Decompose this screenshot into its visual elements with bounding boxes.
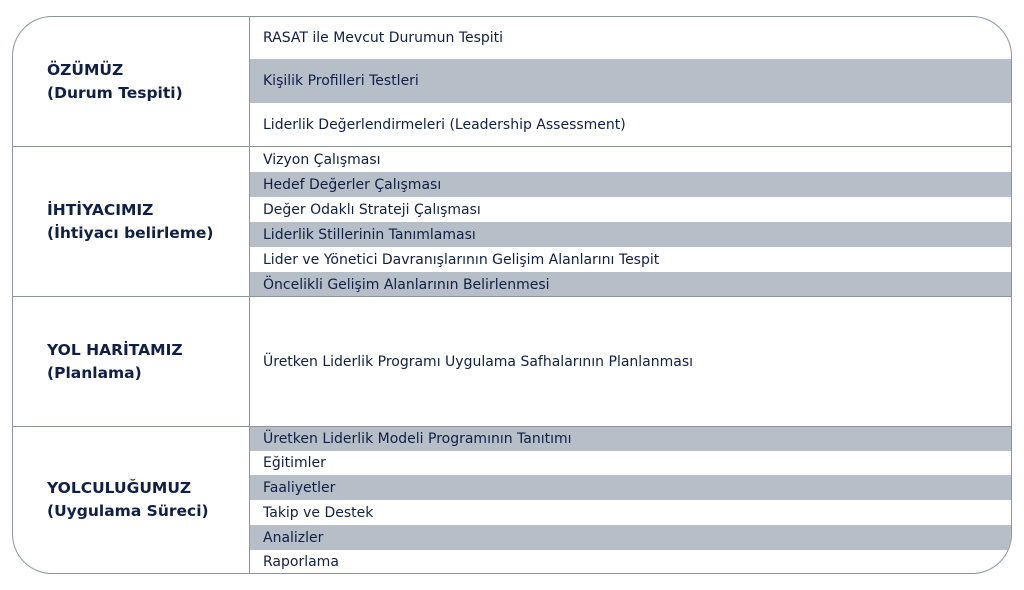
section-items xyxy=(250,297,1011,426)
list-item: Takip ve Destek xyxy=(263,504,374,521)
section-header xyxy=(13,17,250,146)
list-item: Eğitimler xyxy=(263,455,326,471)
section-planlama xyxy=(13,296,1011,426)
section-title: YOL HARİTAMIZ xyxy=(47,340,183,359)
list-item: Liderlik Stillerinin Tanımlaması xyxy=(250,222,1011,247)
list-item: Üretken Liderlik Modeli Programının Tanıtımı xyxy=(250,427,1011,451)
list-item: Kişilik Profilleri Testleri xyxy=(250,59,1011,103)
list-item: Vizyon Çalışması xyxy=(263,151,381,168)
list-item: Değer Odaklı Strateji Çalışması xyxy=(263,201,481,218)
section-header xyxy=(13,147,250,296)
section-title: İHTİYACIMIZ xyxy=(47,200,154,219)
section-subtitle: (Planlama) xyxy=(47,363,142,382)
section-subtitle: (İhtiyacı belirleme) xyxy=(47,223,214,242)
list-item: RASAT ile Mevcut Durumun Tespiti xyxy=(263,30,504,46)
program-table xyxy=(12,16,1012,574)
section-items xyxy=(250,427,1011,573)
list-item: Raporlama xyxy=(263,554,339,570)
section-items xyxy=(250,17,1011,146)
section-title: ÖZÜMÜZ xyxy=(47,60,124,79)
section-uygulama-sureci xyxy=(13,426,1011,573)
section-header xyxy=(13,427,250,573)
section-durum-tespiti xyxy=(13,17,1011,146)
list-item: Üretken Liderlik Programı Uygulama Safhalarının Planlanması xyxy=(263,354,694,370)
section-items xyxy=(250,147,1011,296)
list-item: Lider ve Yönetici Davranışlarının Gelişim Alanlarını Tespit xyxy=(263,251,660,268)
list-item: Öncelikli Gelişim Alanlarının Belirlenmesi xyxy=(250,272,1011,297)
section-ihtiyac-belirleme xyxy=(13,146,1011,296)
list-item: Analizler xyxy=(250,525,1011,550)
section-header xyxy=(13,297,250,426)
section-subtitle: (Uygulama Süreci) xyxy=(47,502,209,520)
list-item: Faaliyetler xyxy=(250,475,1011,500)
section-subtitle: (Durum Tespiti) xyxy=(47,83,183,102)
section-title: YOLCULUĞUMUZ xyxy=(47,479,192,497)
list-item: Liderlik Değerlendirmeleri (Leadership Assessment) xyxy=(263,116,626,133)
list-item: Hedef Değerler Çalışması xyxy=(250,172,1011,197)
